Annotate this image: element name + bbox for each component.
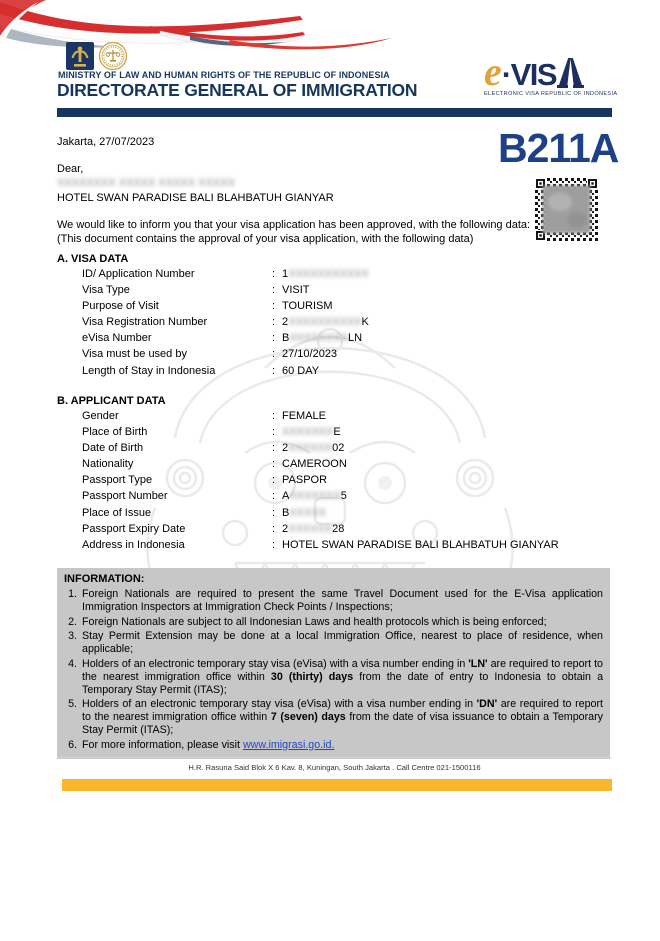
intro-line-1: We would like to inform you that your visa application has been approved, with the following data: [57, 219, 531, 231]
field-value: 2XXXXXX02 [282, 442, 345, 455]
directorate-title: DIRECTORATE GENERAL OF IMMIGRATION [57, 80, 418, 100]
field-colon: : [272, 538, 276, 551]
information-item: 4. Holders of an electronic temporary stay visa (eVisa) with a visa number ending in 'LN' are required to report to the nearest immigration office within 30 (thirty) days from the date of entry to Indonesia to obtain a Temporary Stay Permit (ITAS); [80, 658, 603, 697]
salutation: Dear, [57, 163, 84, 175]
field-label: Gender [82, 410, 119, 422]
information-item: 1. Foreign Nationals are required to present the same Travel Document used for the E-Visa application Immigration Inspectors at Immigration Check Points / Inspections; [80, 588, 603, 614]
field-colon: : [272, 332, 276, 345]
information-bold-text: 'LN' [468, 657, 488, 670]
field-value: 60 DAY [282, 364, 320, 377]
field-label: Passport Type [82, 474, 153, 487]
footer-orange-bar [62, 779, 612, 791]
field-colon: : [272, 522, 276, 535]
qr-code [535, 178, 598, 241]
information-list [63, 588, 603, 752]
visa-data-heading: A. VISA DATA [57, 253, 129, 265]
field-value: TOURISM [282, 300, 333, 313]
data-row [82, 268, 612, 284]
data-row [82, 523, 612, 539]
field-colon: : [272, 364, 276, 377]
evisa-logo [484, 49, 624, 97]
immigration-seal-icon [98, 41, 128, 71]
data-row [82, 426, 612, 442]
header-divider-bar [57, 108, 612, 117]
information-bold-text: 7 (seven) days [270, 711, 346, 723]
visa-code: B211A [498, 125, 619, 171]
redacted-text: XXXXXXXXXXX [288, 268, 369, 280]
field-value: CAMEROON [282, 458, 347, 471]
field-value: HOTEL SWAN PARADISE BALI BLAHBATUH GIANYAR [282, 538, 559, 551]
field-colon: : [272, 300, 276, 313]
information-bold-text: 'DN' [476, 698, 498, 710]
data-row [82, 490, 612, 506]
field-value: AXXXXXXX5 [282, 490, 347, 503]
field-label: ID/ Application Number [82, 268, 195, 280]
imigrasi-link[interactable]: www.imigrasi.go.id. [242, 738, 335, 751]
field-value: 1XXXXXXXXXXX [282, 268, 369, 280]
field-label: eVisa Number [82, 332, 152, 345]
evisa-logo-e: e [484, 49, 502, 94]
field-label: Date of Birth [82, 442, 144, 455]
field-label: Nationality [82, 458, 134, 471]
visa-data-rows [82, 268, 612, 381]
evisa-logo-tagline: ELECTRONIC VISA REPUBLIC OF INDONESIA [484, 91, 618, 97]
redacted-text: XXXXXXXX [289, 332, 349, 345]
footer-divider [57, 757, 612, 758]
data-row [82, 365, 612, 381]
ministry-emblem-icon [66, 42, 94, 70]
data-row [82, 348, 612, 364]
field-colon: : [272, 268, 276, 280]
field-colon: : [272, 490, 276, 503]
field-label: Address in Indonesia [82, 538, 185, 551]
header-logos [66, 41, 128, 71]
field-label: Length of Stay in Indonesia [82, 364, 216, 377]
field-label: Passport Number [82, 490, 168, 503]
field-value: BXXXXXXXXLN [282, 332, 363, 345]
recipient-name-redacted: XXXXXXXX XXXXX XXXXX XXXXX [57, 177, 235, 189]
field-value: 27/10/2023 [282, 348, 338, 361]
information-heading: INFORMATION: [64, 573, 145, 585]
field-colon: : [272, 316, 276, 329]
data-row [82, 507, 612, 523]
field-label: Visa Registration Number [82, 316, 208, 329]
data-row [82, 474, 612, 490]
field-label: Visa Type [82, 284, 130, 297]
field-colon: : [272, 442, 276, 455]
redacted-text: XXXXXXX [282, 426, 334, 439]
information-item: 3. Stay Permit Extension may be done at a local Immigration Office, nearest to place of residence, when applicable; [80, 630, 603, 656]
redacted-text: XXXXXXX [289, 490, 341, 503]
field-label: Place of Issue [82, 506, 152, 519]
flag-ribbon-graphic [0, 0, 400, 62]
field-value: PASPOR [282, 474, 328, 487]
applicant-data-heading: B. APPLICANT DATA [57, 395, 166, 407]
footer-address: H.R. Rasuna Said Blok X 6 Kav. 8, Kuningan, South Jakarta . Call Centre 021-1500116 [188, 763, 481, 772]
data-row [82, 300, 612, 316]
field-label: Visa must be used by [82, 348, 187, 361]
field-colon: : [272, 284, 276, 297]
data-row [82, 284, 612, 300]
information-item: 6. For more information, please visit www.imigrasi.go.id. [80, 739, 603, 752]
redacted-text: XXXXXXXXXX [288, 316, 362, 329]
field-colon: : [272, 506, 276, 519]
field-colon: : [272, 474, 276, 487]
redacted-text: XXXXXX [288, 442, 333, 455]
field-colon: : [272, 458, 276, 471]
data-row [82, 458, 612, 474]
ministry-title: MINISTRY OF LAW AND HUMAN RIGHTS OF THE REPUBLIC OF INDONESIA [58, 70, 390, 80]
field-value: BXXXXX [282, 506, 327, 519]
field-value: 2XXXXXX28 [282, 522, 345, 535]
field-value: XXXXXXXE [282, 426, 341, 439]
field-label: Place of Birth [82, 426, 148, 439]
field-value: 2XXXXXXXXXXK [282, 316, 369, 329]
date-line: Jakarta, 27/07/2023 [57, 136, 155, 148]
data-row [82, 539, 612, 555]
information-item: 2. Foreign Nationals are subject to all Indonesian Laws and health protocols which is being enforced; [80, 616, 603, 629]
evisa-logo-vis: ·VIS [501, 56, 557, 92]
information-box [57, 568, 610, 759]
recipient-address: HOTEL SWAN PARADISE BALI BLAHBATUH GIANYAR [57, 192, 334, 204]
field-colon: : [272, 410, 276, 422]
redacted-text: XXXXXX [288, 522, 333, 535]
information-bold-text: 30 (thirty) days [270, 670, 354, 683]
data-row [82, 410, 612, 426]
field-value: VISIT [282, 284, 310, 297]
field-label: Passport Expiry Date [82, 522, 186, 535]
field-value: FEMALE [282, 410, 327, 422]
field-colon: : [272, 426, 276, 439]
field-colon: : [272, 348, 276, 361]
information-item: 5. Holders of an electronic temporary stay visa (eVisa) with a visa number ending in 'DN' are required to report to the nearest immigration office within 7 (seven) days from the date of visa issuance to obtain a Temporary Stay Permit (ITAS); [80, 698, 603, 737]
balinese-gate-icon [557, 57, 584, 88]
data-row [82, 332, 612, 348]
intro-line-2: (This document contains the approval of your visa application, with the following data) [57, 233, 474, 245]
applicant-data-rows [82, 410, 612, 555]
data-row [82, 316, 612, 332]
data-row [82, 442, 612, 458]
field-label: Purpose of Visit [82, 300, 159, 313]
redacted-text: XXXXX [289, 506, 327, 519]
